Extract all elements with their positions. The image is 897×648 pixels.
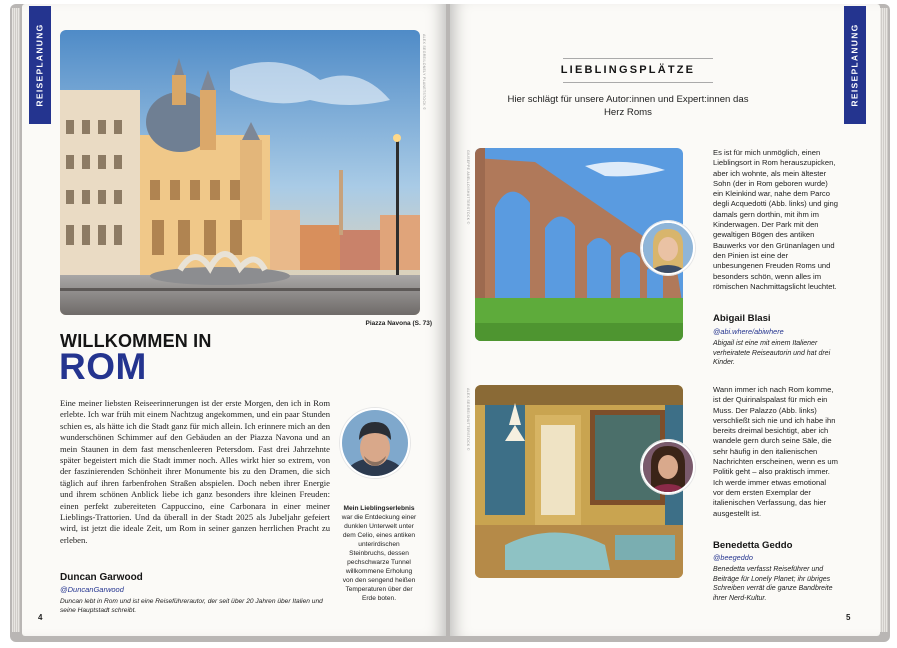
- hero-photo-credit: ALEX SEGRE/LONELY PLANETSTOCK ©: [422, 34, 426, 111]
- page-number-left: 4: [38, 613, 43, 622]
- entry-1-text: Es ist für mich unmöglich, einen Lieblingsort in Rom herauszupicken, aber ich wohnte, als mein ältester Sohn (der in Rom geboren wurde) ein Kleinkind war, nahe dem Parco degli Acquedotti (Abb. links) und ging damals gern dorthin, mit ihm im Kinderwagen. Der Park mit den gewaltigen Bögen des antiken Bauwerks vor den Grünanlagen und den Pinien ist eine der unbesungenen Freuden Roms und besonders schön, wenn alles im römischen Nachmittagslicht leuchtet.: [713, 148, 838, 291]
- lieblingserlebnis-text: war die Entdeckung einer dunklen Unterwelt unter dem Celio, eines antiken unterirdischen Steinbruchs, dessen pechschwarze Tunnel willkommene Erholung von den sengend heißen Temperaturen über der Erde boten.: [341, 514, 417, 602]
- welcome-heading: WILLKOMMEN IN: [60, 331, 212, 351]
- entry-1-name: Abigail Blasi: [713, 313, 771, 324]
- right-page-edge: [880, 8, 888, 632]
- heading-rule-top: [563, 58, 713, 59]
- lieblingsplaetze-heading: LIEBLINGSPLÄTZE: [560, 64, 696, 76]
- side-tab-right: [844, 6, 866, 124]
- hero-caption: Piazza Navona (S. 73): [365, 320, 432, 327]
- author-handle: @DuncanGarwood: [60, 585, 124, 594]
- entry-2-name: Benedetta Geddo: [713, 540, 793, 551]
- lieblingserlebnis-box: [340, 504, 418, 603]
- photo-credit-entry-2: ALEX SEGRE/SHUTTERSTOCK ©: [466, 388, 470, 451]
- heading-rule-bottom: [563, 82, 713, 83]
- lieblingserlebnis-title: Mein Lieblingserlebnis: [343, 505, 415, 512]
- entry-1-bio: Abigail ist eine mit einem Italiener verheiratete Reiseautorin und hat drei Kinder.: [713, 340, 831, 366]
- side-tab-label: REISEPLANUNG: [35, 23, 46, 107]
- avatar-benedetta-geddo: [641, 440, 695, 494]
- entry-2-text: Wann immer ich nach Rom komme, ist der Quirinalspalast für mich ein Muss. Der Palazzo (Abb. links) verschließt sich nie und ich habe ihn bereits dreimal besichtigt, aber ich wandele gern durch seine Säle, die sehr häufig in den italienischen Nachrichten erscheinen, wenn es um Politik geht – also praktisch immer. Ich werde immer etwas emotional vor dem ersten Exemplar der italienischen Verfassung, das hier ausgestellt ist.: [713, 385, 838, 518]
- lieblingsplaetze-subheading: Hier schlägt für unsere Autor:innen und Expert:innen das Herz Roms: [507, 94, 749, 118]
- avatar-abigail-blasi: [641, 221, 695, 275]
- left-page: [22, 4, 446, 636]
- entry-1-handle: @abi.where/abiwhere: [713, 327, 784, 336]
- side-tab-label-right: REISEPLANUNG: [850, 23, 861, 107]
- page-number-right: 5: [846, 613, 851, 622]
- rom-heading: ROM: [59, 346, 147, 387]
- intro-body-text: Eine meiner liebsten Reiseerinnerungen ist der erste Morgen, den ich in Rom erlebte. Ich war früh mit einem Nachtzug angekommen, und ein paar Stunden schien es, als hätte ich die Stadt ganz für mich allein. Ich erinnere mich an den wunderschönen Schimmer auf den Gebäuden an der Piazza Navona und an mein Staunen in dem fast menschenleeren Petersdom. Fast drei Jahrzehnte später begeistert mich die Stadt immer noch. Alles wirkt hier so extrem, von der faszinierenden Schönheit ihrer Monumente bis zu den Dramen, die sich täglich auf ihren farbenfrohen Straßen abspielen. Doch neben ihrer Energie und ihrem schönen Anblick liebe ich ganz besonders ihre kleinen Freuden: einen perfekt zubereiteten Cappuccino, eine Carbonara in einer meiner Lieblings-Trattorien. Und da überall in der Stadt 2025 als Jubeljahr gefeiert wird, ist jetzt die ideale Zeit, um Rom in seiner ganzen herrlichen Pracht zu erleben.: [60, 398, 330, 545]
- left-page-edge: [12, 8, 20, 632]
- entry-2-bio: Benedetta verfasst Reiseführer und Beiträge für Lonely Planet; ihr übriges Schreiben verrät die ganze Bandbreite ihrer Nerd-Kultur.: [713, 566, 833, 602]
- photo-credit-entry-1: GIUSEPPE ANELLO/SHUTTERSTOCK ©: [466, 150, 470, 225]
- side-tab-left: [29, 6, 51, 124]
- author-name: Duncan Garwood: [60, 572, 143, 583]
- author-avatar: [340, 408, 410, 478]
- hero-photo-piazza-navona: [60, 30, 420, 315]
- entry-2-handle: @beegeddo: [713, 553, 753, 562]
- author-bio: Duncan lebt in Rom und ist eine Reiseführerautor, der seit über 20 Jahren über Italien und seine Hauptstadt schreibt.: [60, 598, 323, 614]
